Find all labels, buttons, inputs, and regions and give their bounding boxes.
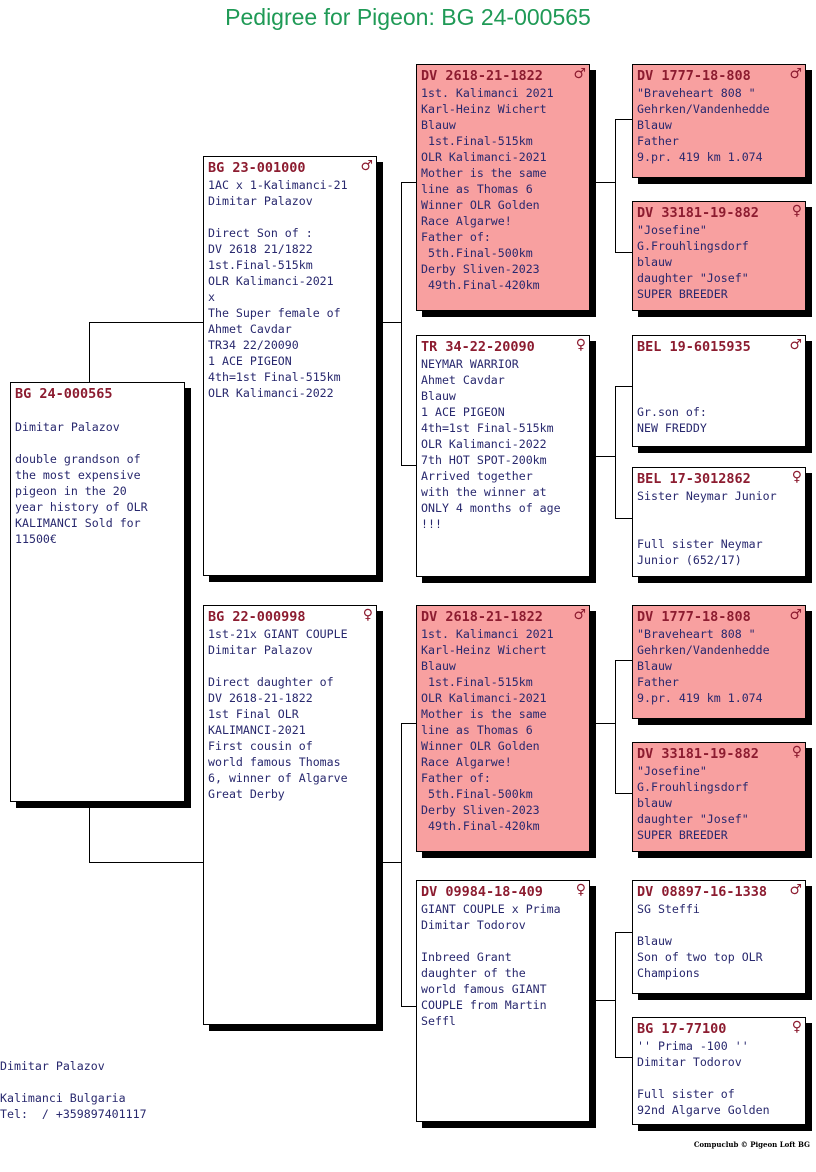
pigeon-card-sire-sire (416, 64, 590, 311)
pigeon-card-ssd (632, 201, 806, 311)
pigeon-details: "Josefine" G.Frouhlingsdorf blauw daughter "Josef" SUPER BREEDER (637, 223, 749, 301)
pigeon-details: NEYMAR WARRIOR Ahmet Cavdar Blauw 1 ACE PIGEON 4th=1st Final-515km OLR Kalimanci-2022 7th HOT SPOT-200km Arrived together with the winner at ONLY 4 months of age !!! (421, 357, 561, 531)
connector-line (615, 119, 633, 120)
connector-line (596, 723, 616, 724)
female-sex-icon: ♀ (791, 469, 802, 485)
pigeon-details: Gr.son of: NEW FREDDY (637, 405, 707, 435)
female-sex-icon: ♀ (791, 1019, 802, 1035)
pigeon-card-subject (10, 382, 185, 802)
female-sex-icon: ♀ (575, 337, 586, 353)
connector-line (89, 808, 90, 863)
ring-number: TR 34-22-20090 (421, 339, 535, 355)
ring-number: BG 22-000998 (208, 609, 306, 625)
connector-line (89, 322, 90, 382)
pigeon-card-sss (632, 64, 806, 178)
connector-line (615, 932, 633, 933)
pigeon-card-dam-sire (416, 605, 590, 852)
connector-line (382, 862, 402, 863)
male-sex-icon: ♂ (360, 158, 373, 174)
pigeon-card-dds (632, 880, 806, 994)
pigeon-details: Dimitar Palazov double grandson of the most expensive pigeon in the 20 year history of OLR KALIMANCI Sold for 11500€ (15, 420, 148, 546)
pigeon-card-sire (203, 156, 377, 576)
pigeon-details: Sister Neymar Junior Full sister Neymar Junior (652/17) (637, 489, 777, 567)
connector-line (615, 793, 633, 794)
connector-line (89, 862, 204, 863)
connector-line (615, 660, 616, 794)
page-title: Pedigree for Pigeon: BG 24-000565 (225, 4, 591, 30)
owner-contact: Dimitar Palazov Kalimanci Bulgaria Tel: / +359897401117 (0, 1059, 147, 1121)
male-sex-icon: ♂ (789, 882, 802, 898)
pigeon-details: SG Steffi Blauw Son of two top OLR Champions (637, 902, 763, 980)
pigeon-card-sdd (632, 467, 806, 577)
pigeon-card-dss (632, 605, 806, 719)
connector-line (382, 322, 402, 323)
connector-line (596, 182, 616, 183)
connector-line (615, 252, 633, 253)
pigeon-details: 1st. Kalimanci 2021 Karl-Heinz Wichert Blauw 1st.Final-515km OLR Kalimanci-2021 Mother is the same line as Thomas 6 Winner OLR Golden Race Algarwe! Father of: 5th.Final-500km Derby Sliven-2023 49th.Final-420km (421, 627, 554, 833)
female-sex-icon: ♀ (575, 882, 586, 898)
connector-line (401, 465, 417, 466)
ring-number: DV 33181-19-882 (637, 746, 759, 762)
connector-line (615, 386, 616, 519)
male-sex-icon: ♂ (789, 337, 802, 353)
ring-number: BG 24-000565 (15, 386, 113, 402)
female-sex-icon: ♀ (791, 203, 802, 219)
connector-line (89, 322, 204, 323)
ring-number: BEL 17-3012862 (637, 471, 751, 487)
connector-line (615, 386, 633, 387)
connector-line (401, 723, 417, 724)
pigeon-details: 1AC x 1-Kalimanci-21 Dimitar Palazov Direct Son of : DV 2618 21/1822 1st.Final-515km OLR Kalimanci-2021 x The Super female of Ahmet Cavdar TR34 22/20090 1 ACE PIGEON 4th=1st Final-515km OLR Kalimanci-2022 (208, 178, 348, 400)
female-sex-icon: ♀ (791, 744, 802, 760)
ring-number: DV 2618-21-1822 (421, 609, 543, 625)
connector-line (401, 723, 402, 1006)
pigeon-details: GIANT COUPLE x Prima Dimitar Todorov Inbreed Grant daughter of the world famous GIANT COUPLE from Martin Seffl (421, 902, 561, 1028)
pigeon-card-dsd (632, 742, 806, 852)
connector-line (401, 1006, 417, 1007)
connector-line (401, 182, 417, 183)
ring-number: DV 08897-16-1338 (637, 884, 768, 900)
pigeon-details: 1st. Kalimanci 2021 Karl-Heinz Wichert Blauw 1st.Final-515km OLR Kalimanci-2021 Mother is the same line as Thomas 6 Winner OLR Golden Race Algarwe! Father of: 5th.Final-500km Derby Sliven-2023 49th.Final-420km (421, 86, 554, 292)
pigeon-card-sds (632, 335, 806, 447)
pigeon-card-ddd (632, 1017, 806, 1125)
ring-number: BEL 19-6015935 (637, 339, 751, 355)
pigeon-details: 1st-21x GIANT COUPLE Dimitar Palazov Direct daughter of DV 2618-21-1822 1st Final OLR KALIMANCI-2021 First cousin of world famous Thomas 6, winner of Algarve Great Derby (208, 627, 348, 801)
connector-line (615, 518, 633, 519)
pigeon-details: "Josefine" G.Frouhlingsdorf blauw daughter "Josef" SUPER BREEDER (637, 764, 749, 842)
male-sex-icon: ♂ (789, 607, 802, 623)
pigeon-details: "Braveheart 808 " Gehrken/Vandenhedde Blauw Father 9.pr. 419 km 1.074 (637, 627, 770, 705)
pigeon-card-sire-dam (416, 335, 590, 577)
pigeon-card-dam (203, 605, 377, 1025)
pigeon-details: "Braveheart 808 " Gehrken/Vandenhedde Blauw Father 9.pr. 419 km 1.074 (637, 86, 770, 164)
female-sex-icon: ♀ (362, 607, 373, 623)
pigeon-details: '' Prima -100 '' Dimitar Todorov Full sister of 92nd Algarve Golden (637, 1039, 770, 1117)
ring-number: DV 1777-18-808 (637, 609, 751, 625)
male-sex-icon: ♂ (573, 607, 586, 623)
connector-line (615, 119, 616, 253)
connector-line (615, 1057, 633, 1058)
ring-number: DV 2618-21-1822 (421, 68, 543, 84)
connector-line (596, 456, 616, 457)
ring-number: DV 1777-18-808 (637, 68, 751, 84)
connector-line (596, 1000, 616, 1001)
ring-number: BG 23-001000 (208, 160, 306, 176)
pigeon-card-dam-dam (416, 880, 590, 1122)
male-sex-icon: ♂ (573, 66, 586, 82)
ring-number: BG 17-77100 (637, 1021, 727, 1037)
connector-line (615, 932, 616, 1058)
connector-line (401, 182, 402, 466)
connector-line (615, 660, 633, 661)
male-sex-icon: ♂ (789, 66, 802, 82)
ring-number: DV 33181-19-882 (637, 205, 759, 221)
ring-number: DV 09984-18-409 (421, 884, 543, 900)
footer-credit: Compuclub © Pigeon Loft BG (693, 1140, 810, 1149)
